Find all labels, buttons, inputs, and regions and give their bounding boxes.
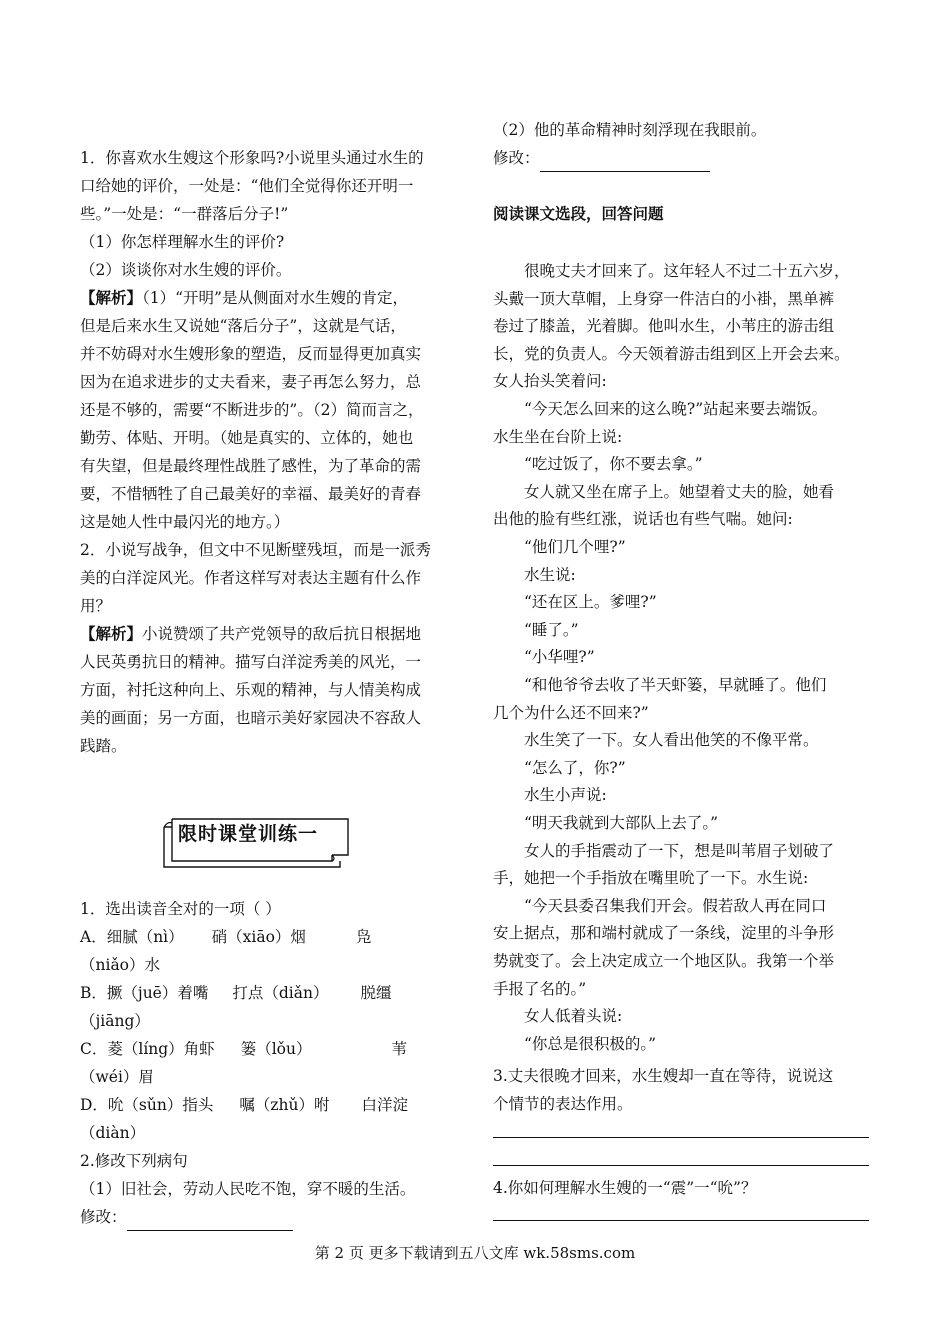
option-a-line-1: A．细腻（nì） 硝（xiāo）烟 凫 (80, 928, 372, 946)
passage-line: “和他爷爷去收了半天虾篓，早就睡了。他们 (493, 676, 827, 694)
passage-line: “今天县委召集我们开会。假若敌人再在同口 (493, 896, 827, 915)
a2-line-2: 人民英勇抗日的精神。描写白洋淀秀美的风光，一 (80, 653, 422, 671)
a1-line-5: 还是不够的，需要“不断进步的”。（2）简而言之， (80, 401, 424, 419)
a1-line-9: 这是她人性中最闪光的地方。） (80, 513, 290, 531)
passage-line: “你总是很积极的。” (493, 1034, 657, 1053)
q4: 4.你如何理解水生嫂的一“震”一“吮”？ (493, 1179, 757, 1197)
banner-title: 限时课堂训练一 (178, 823, 319, 845)
q1-line-2: 口给她的评价，一处是：“他们全觉得你还开明一 (80, 177, 414, 195)
section-banner (160, 815, 352, 871)
a1-line-6: 勤劳、体贴、开明。（她是真实的、立体的，她也 (80, 429, 414, 447)
a1-line-2: 但是后来水生又说她“落后分子”，这就是气话， (80, 317, 406, 335)
page-footer: 第 2 页 更多下载请到五八文库 wk.58sms.com (314, 1244, 636, 1262)
passage-line: “吃过饭了，你不要去拿。” (493, 455, 703, 474)
passage-line: “他们几个哩?” (493, 538, 626, 556)
passage-line: “还在区上。爹哩?” (493, 593, 657, 612)
mc-stem: 1．选出读音全对的一项（ ） (80, 900, 281, 918)
fix-answer-2: 修改： (493, 144, 710, 172)
passage-line: 水生小声说: (493, 786, 607, 805)
fix-sentence-1: （1）旧社会，劳动人民吃不饱，穿不暖的生活。 (80, 1180, 416, 1198)
passage-line: 女人低着头说: (493, 1007, 623, 1026)
passage-line: 很晚丈夫才回来了。这年轻人不过二十五六岁， (493, 262, 850, 280)
option-c-line-2: （wéi）眉 (80, 1068, 154, 1086)
passage-line: 几个为什么还不回来?” (493, 703, 649, 722)
passage-line: 女人抬头笑着问: (493, 372, 607, 391)
passage-line: “小华哩?” (493, 648, 595, 667)
q3-answer-line-2[interactable] (493, 1165, 869, 1166)
option-a-line-2: （niǎo）水 (80, 956, 161, 974)
a1-line-1: 【解析】（1）“开明”是从侧面对水生嫂的肯定， (80, 289, 408, 307)
a1-line-7: 有失望，但是最终理性战胜了感性，为了革命的需 (80, 457, 422, 475)
q3-line-1: 3.丈夫很晚才回来，水生嫂却一直在等待，说说这 (493, 1067, 834, 1085)
q1-line-1: 1．你喜欢水生嫂这个形象吗?小说里头通过水生的 (80, 149, 424, 167)
q2-line-1: 2．小说写战争，但文中不见断壁残垣，而是一派秀 (80, 541, 431, 559)
q2-line-2: 美的白洋淀风光。作者这样写对表达主题有什么作 (80, 569, 422, 587)
passage-line: 长，党的负责人。今天领着游击组到区上开会去来。 (493, 344, 850, 363)
q3-answer-line-1[interactable] (493, 1137, 869, 1138)
passage-line: 头戴一顶大草帽，上身穿一件洁白的小褂，黑单裤 (493, 289, 835, 308)
fix-answer-1-blank[interactable] (127, 1212, 293, 1231)
a1-line-4: 因为在追求进步的丈夫看来，妻子再怎么努力，总 (80, 373, 422, 391)
option-d-line-2: （diàn） (80, 1124, 146, 1142)
a2-line-4: 美的画面；另一方面，也暗示美好家园决不容敌人 (80, 709, 422, 727)
q1-line-3: 些。”一处是：“一群落后分子!” (80, 205, 289, 223)
passage-line: “怎么了，你?” (493, 758, 626, 777)
a2-line-3: 方面，衬托这种向上、乐观的精神，与人情美构成 (80, 681, 422, 699)
passage-line: “睡了。” (493, 620, 579, 639)
option-d-line-1: D．吮（sǔn）指头 嘱（zhǔ）咐 白洋淀 (80, 1096, 409, 1114)
q1-sub-2: （2）谈谈你对水生嫂的评价。 (80, 261, 292, 279)
option-c-line-1: C．菱（líng）角虾 篓（lǒu） 苇 (80, 1040, 407, 1058)
passage-line: 手报了名的。” (493, 979, 587, 998)
a2-line-1: 【解析】小说赞颂了共产党领导的敌后抗日根据地 (80, 625, 422, 643)
option-b-line-1: B．撅（juē）着嘴 打点（diǎn） 脱缰 (80, 984, 392, 1002)
passage-line: 女人的手指震动了一下，想是叫苇眉子划破了 (493, 841, 835, 860)
passage-line: “明天我就到大部队上去了。” (493, 814, 719, 832)
passage-line: 卷过了膝盖，光着脚。他叫水生，小苇庄的游击组 (493, 317, 835, 336)
fix-answer-1: 修改： (80, 1203, 293, 1231)
passage-line: 水生说: (493, 565, 576, 584)
q3-line-2: 个情节的表达作用。 (493, 1095, 633, 1113)
passage-line: “今天怎么回来的这么晚?”站起来要去端饭。 (493, 400, 828, 418)
passage-line: 出他的脸有些红涨，说话也有些气喘。她问: (493, 510, 793, 529)
a2-label: 【解析】 (80, 625, 143, 643)
q4-answer-line[interactable] (493, 1220, 869, 1221)
passage-line: 女人就又坐在席子上。她望着丈夫的脸，她看 (493, 482, 835, 501)
section-title: 阅读课文选段，回答问题 (493, 205, 664, 223)
fix-sentence-2: （2）他的革命精神时刻浮现在我眼前。 (493, 121, 767, 139)
passage-line: 势就变了。会上决定成立一个地区队。我第一个举 (493, 952, 835, 970)
passage-line: 水生笑了一下。女人看出他笑的不像平常。 (493, 731, 819, 750)
option-b-line-2: （jiāng） (80, 1012, 150, 1030)
a1-label: 【解析】 (80, 289, 143, 307)
passage-line: 手，她把一个手指放在嘴里吮了一下。水生说: (493, 869, 809, 888)
q2-line-3: 用？ (80, 597, 112, 615)
passage-line: 水生坐在台阶上说: (493, 427, 623, 446)
q1-sub-1: （1）你怎样理解水生的评价? (80, 233, 285, 251)
a1-line-3: 并不妨碍对水生嫂形象的塑造，反而显得更加真实 (80, 345, 422, 363)
fix-title: 2.修改下列病句 (80, 1152, 188, 1170)
a2-line-5: 践踏。 (80, 737, 127, 755)
a1-line-8: 要，不惜牺牲了自己最美好的幸福、最美好的青春 (80, 485, 422, 503)
passage-line: 安上据点，那和端村就成了一条线，淀里的斗争形 (493, 924, 835, 943)
fix-answer-2-blank[interactable] (540, 153, 710, 172)
